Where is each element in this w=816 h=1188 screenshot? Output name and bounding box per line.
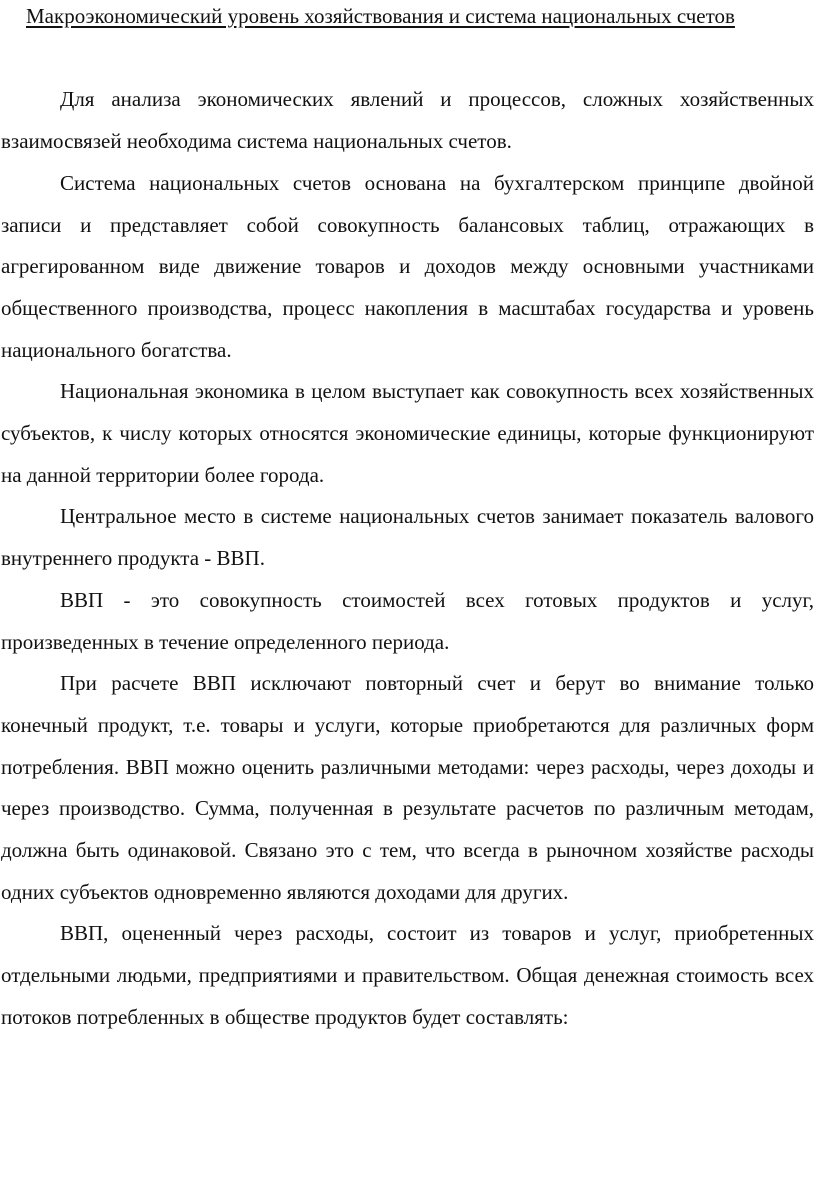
paragraph-2: Система национальных счетов основана на бухгалтерском принципе двойной записи и представляет собой совокупность балансовых таблиц, отражающих в агрегированном виде движение товаров и доходов между основными участниками общественного производства, процесс накопления в масштабах государства и уровень национального богатства.: [1, 170, 814, 362]
paragraph-7: ВВП, оцененный через расходы, состоит из товаров и услуг, приобретенных отдельными людьми, предприятиями и правительством. Общая денежная стоимость всех потоков потребленных в обществе продуктов будет составлять:: [1, 921, 814, 1029]
blank-line: [1, 38, 814, 80]
document-title: Макроэкономический уровень хозяйствования и система национальных счетов: [26, 4, 735, 28]
paragraph-4: Центральное место в системе национальных счетов занимает показатель валового внутреннего продукта - ВВП.: [1, 504, 814, 571]
paragraph-3: Национальная экономика в целом выступает как совокупность всех хозяйственных субъектов, к числу которых относятся экономические единицы, которые функционируют на данной территории более города.: [1, 379, 814, 487]
paragraph-5: ВВП - это совокупность стоимостей всех готовых продуктов и услуг, произведенных в течение определенного периода.: [1, 587, 814, 654]
paragraph-6: При расчете ВВП исключают повторный счет и берут во внимание только конечный продукт, т.е. товары и услуги, которые приобретаются для различных форм потребления. ВВП можно оценить различными методами: через расходы, через доходы и через производство. Сумма, полученная в результате расчетов по различным методам, должна быть одинаковой. Связано это с тем, что всегда в рыночном хозяйстве расходы одних субъектов одновременно являются доходами для других.: [1, 671, 814, 904]
paragraph-1: Для анализа экономических явлений и процессов, сложных хозяйственных взаимосвязей необходима система национальных счетов.: [1, 87, 814, 154]
